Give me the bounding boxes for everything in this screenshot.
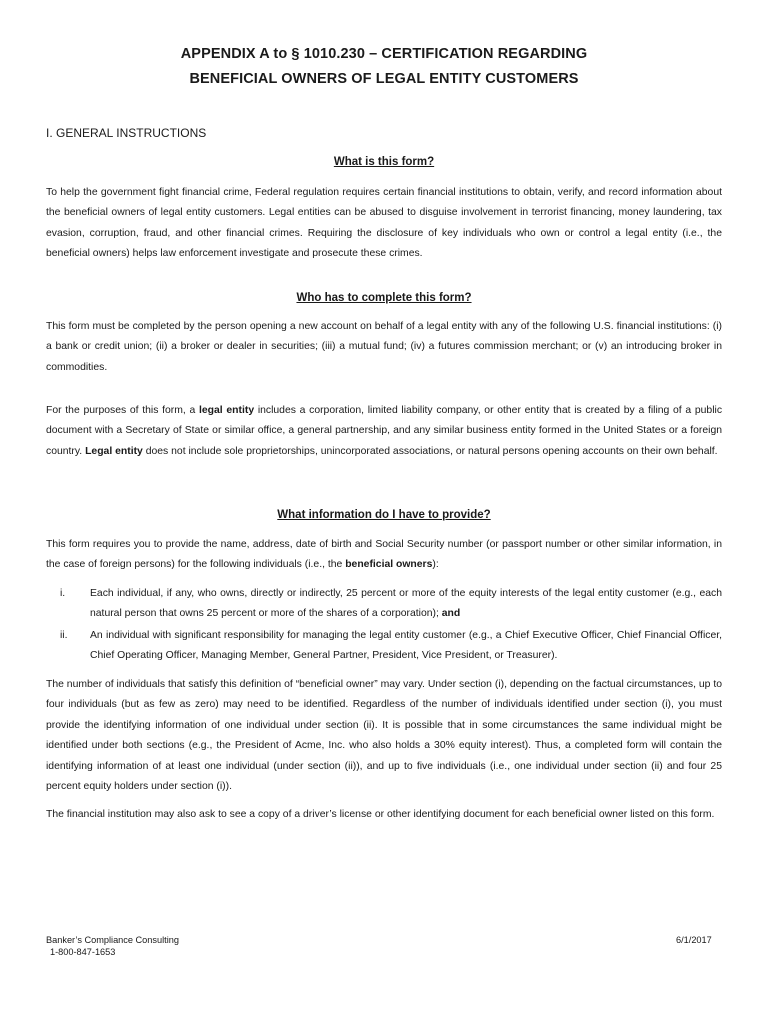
- heading-who-has-to-complete: Who has to complete this form?: [296, 292, 472, 304]
- paragraph-what-is-this-form: To help the government fight financial crime, Federal regulation requires certain financial institutions to obtain, verify, and record information about the beneficial owners of legal entity customers. Legal entities can be abused to disguise involvement in terrorist financing, money laundering, tax evasion, corruption, fraud, and other financial crimes. Requiring the disclosure of key individuals who own or control a legal entity (i.e., the beneficial owners) helps law enforcement investigate and prosecute these crimes.: [46, 187, 722, 260]
- section-label: I. GENERAL INSTRUCTIONS: [46, 126, 207, 140]
- term-legal-entity: legal entity: [199, 405, 255, 416]
- term-legal-entity-2: Legal entity: [85, 445, 143, 457]
- list-item-text: Each individual, if any, who owns, directly or indirectly, 25 percent or more of the equity interests of the legal entity customer (e.g., each natural person that owns 25 percent or more of the shares of a corporation); and: [90, 588, 722, 620]
- heading-what-is-this-form: What is this form?: [333, 156, 435, 168]
- list-item-text: An individual with significant responsibility for managing the legal entity customer (e.g., a Chief Executive Officer, Chief Financial Officer, Chief Operating Officer, Managing Member, General Partner, President, Vice President, or Treasurer).: [90, 630, 722, 662]
- list-item-control-person: [46, 626, 722, 667]
- document-title-line-1: APPENDIX A to § 1010.230 – CERTIFICATION REGARDING: [180, 46, 588, 62]
- term-beneficial-owners: beneficial owners: [345, 559, 433, 571]
- list-number: ii.: [60, 630, 68, 641]
- document-title-line-2: BENEFICIAL OWNERS OF LEGAL ENTITY CUSTOMERS: [189, 71, 579, 87]
- footer-date: 6/1/2017: [676, 935, 712, 945]
- paragraph-who-completes: This form must be completed by the person opening a new account on behalf of a legal entity with any of the following U.S. financial institutions: (i) a bank or credit union; (ii) a broker or dealer in securities; (iii) a mutual fund; (iv) a futures commission merchant; or (v) an introducing broker in commodities.: [46, 321, 722, 373]
- paragraph-information-intro: This form requires you to provide the name, address, date of birth and Social Security number (or passport number or other similar information, in the case of foreign persons) for the following individuals (i.e., the beneficial owners):: [46, 539, 722, 571]
- list-number: i.: [60, 588, 66, 599]
- list-item-equity-owners: [46, 584, 722, 625]
- paragraph-identifying-document: The financial institution may also ask to see a copy of a driver’s license or other identifying document for each beneficial owner listed on this form.: [46, 809, 715, 820]
- paragraph-legal-entity-definition: For the purposes of this form, a legal entity includes a corporation, limited liability company, or other entity that is created by a filing of a public document with a Secretary of State or similar office, a general partnership, and any similar business entity formed in the United States or a foreign country. Legal entity does not include sole proprietorships, unincorporated associations, or natural persons opening accounts on their own behalf.: [46, 405, 723, 457]
- heading-what-information: What information do I have to provide?: [277, 509, 491, 521]
- paragraph-number-of-owners: The number of individuals that satisfy this definition of “beneficial owner” may vary. Under section (i), depending on the factual circumstances, up to four individuals (but as few as zero) may need to be identified. Regardless of the number of individuals identified under section (i), you must provide the identifying information of one individual under section (ii). It is possible that in some circumstances the same individual might be identified under both sections (e.g., the President of Acme, Inc. who also holds a 30% equity interest). Thus, a completed form will contain the identifying information of at least one individual (under section (ii)), and up to five individuals (i.e., one individual under section (ii) and four 25 percent equity holders under section (i)).: [46, 679, 722, 793]
- footer-company: Banker’s Compliance Consulting: [46, 935, 179, 945]
- footer-phone: 1-800-847-1653: [50, 947, 116, 957]
